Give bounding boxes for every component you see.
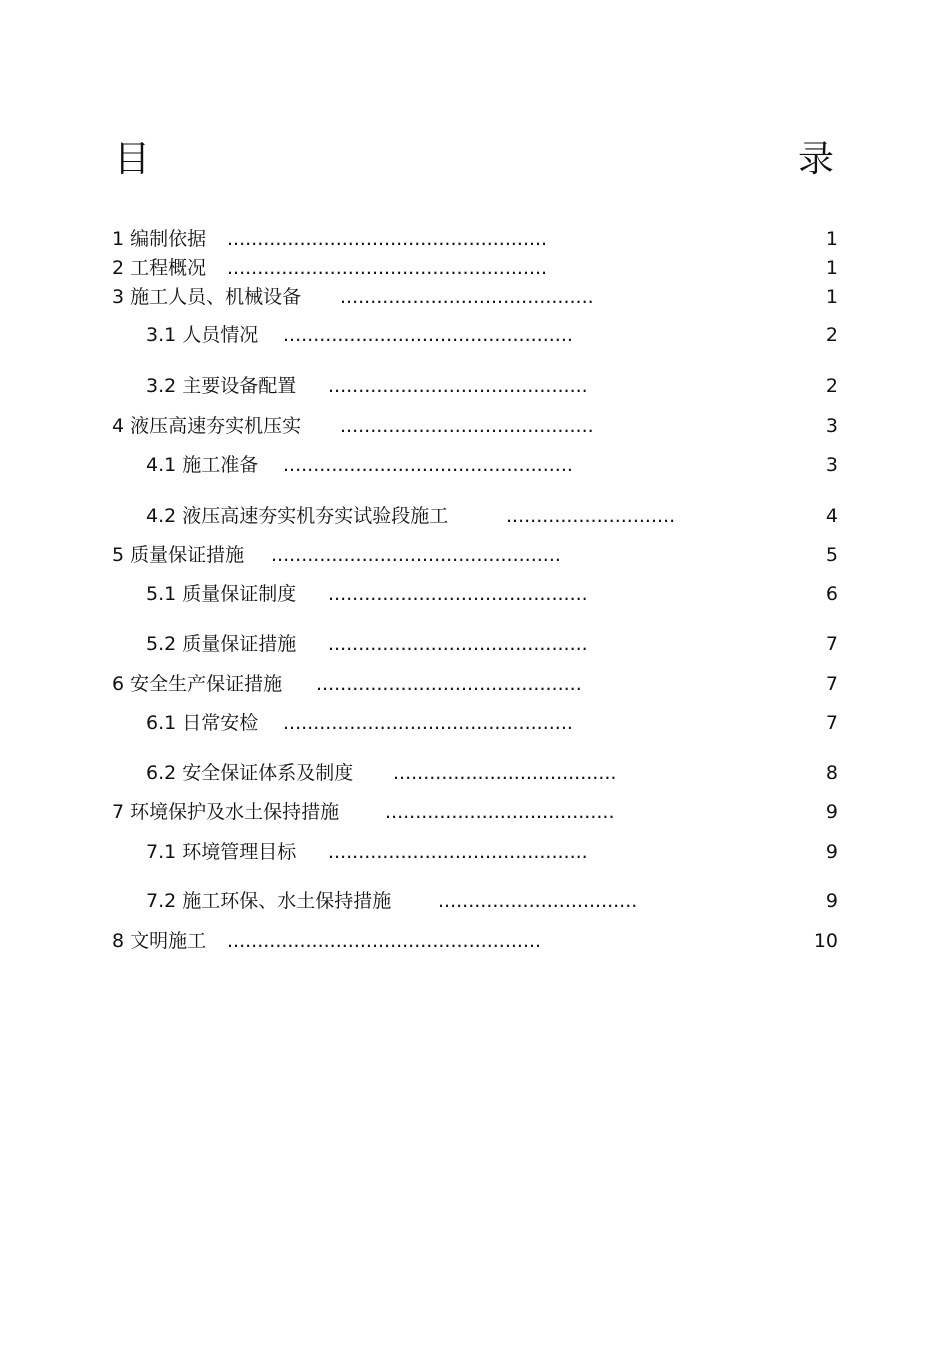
toc-entry-label: 6.1 日常安检: [146, 712, 259, 734]
toc-leader-dots: ..........................................: [340, 415, 594, 437]
toc-entry-page: 2: [825, 324, 838, 346]
toc-entry-page: 7: [825, 633, 838, 655]
toc-entry-label: 3 施工人员、机械设备: [112, 286, 302, 308]
toc-entry-page: 3: [825, 454, 838, 476]
toc-entry-label: 7.2 施工环保、水土保持措施: [146, 890, 392, 912]
toc-leader-dots: ......................................: [385, 801, 615, 823]
toc-entry-label: 7 环境保护及水土保持措施: [112, 801, 340, 823]
toc-entry-label: 4.2 液压高速夯实机夯实试验段施工: [146, 505, 449, 527]
toc-entry-label: 1 编制依据: [112, 228, 207, 250]
toc-leader-dots: ................................................: [283, 712, 573, 734]
toc-entry-page: 1: [825, 257, 838, 279]
toc-entry-page: 6: [825, 583, 838, 605]
toc-entry-page: 5: [825, 544, 838, 566]
toc-entry-label: 6 安全生产保证措施: [112, 673, 283, 695]
toc-leader-dots: ...........................................: [328, 633, 588, 655]
toc-title-right: 录: [798, 139, 835, 180]
toc-leader-dots: .....................................: [393, 762, 617, 784]
toc-leader-dots: ...........................................: [328, 841, 588, 863]
toc-leader-dots: ................................................: [283, 454, 573, 476]
toc-entry-page: 7: [825, 673, 838, 695]
toc-entry-label: 8 文明施工: [112, 930, 207, 952]
toc-entry-page: 10: [813, 930, 838, 952]
toc-leader-dots: ................................................: [271, 544, 561, 566]
toc-leader-dots: .................................: [438, 890, 638, 912]
toc-entry-label: 3.1 人员情况: [146, 324, 259, 346]
toc-entry-page: 9: [825, 801, 838, 823]
toc-entry-label: 4.1 施工准备: [146, 454, 259, 476]
toc-entry-page: 1: [825, 286, 838, 308]
toc-entry-label: 5.1 质量保证制度: [146, 583, 297, 605]
toc-leader-dots: ............................................: [316, 673, 582, 695]
toc-entry-label: 6.2 安全保证体系及制度: [146, 762, 354, 784]
toc-leader-dots: ...........................................: [328, 583, 588, 605]
toc-entry-label: 2 工程概况: [112, 257, 207, 279]
toc-title-left: 目: [114, 139, 151, 180]
toc-entry-page: 4: [825, 505, 838, 527]
toc-leader-dots: ....................................................: [227, 930, 542, 952]
toc-entry-label: 3.2 主要设备配置: [146, 375, 297, 397]
toc-entry-page: 1: [825, 228, 838, 250]
toc-entry-page: 3: [825, 415, 838, 437]
toc-leader-dots: .....................................................: [227, 228, 548, 250]
toc-entry-label: 5 质量保证措施: [112, 544, 245, 566]
toc-entry-label: 4 液压高速夯实机压实: [112, 415, 302, 437]
toc-leader-dots: ...........................................: [328, 375, 588, 397]
toc-leader-dots: ................................................: [283, 324, 573, 346]
toc-leader-dots: ............................: [506, 505, 676, 527]
toc-entry-page: 2: [825, 375, 838, 397]
toc-entry-label: 7.1 环境管理目标: [146, 841, 297, 863]
toc-leader-dots: .....................................................: [227, 257, 548, 279]
toc-entry-page: 8: [825, 762, 838, 784]
toc-entry-page: 7: [825, 712, 838, 734]
toc-entry-page: 9: [825, 890, 838, 912]
toc-leader-dots: ..........................................: [340, 286, 594, 308]
toc-entry-label: 5.2 质量保证措施: [146, 633, 297, 655]
toc-entry-page: 9: [825, 841, 838, 863]
